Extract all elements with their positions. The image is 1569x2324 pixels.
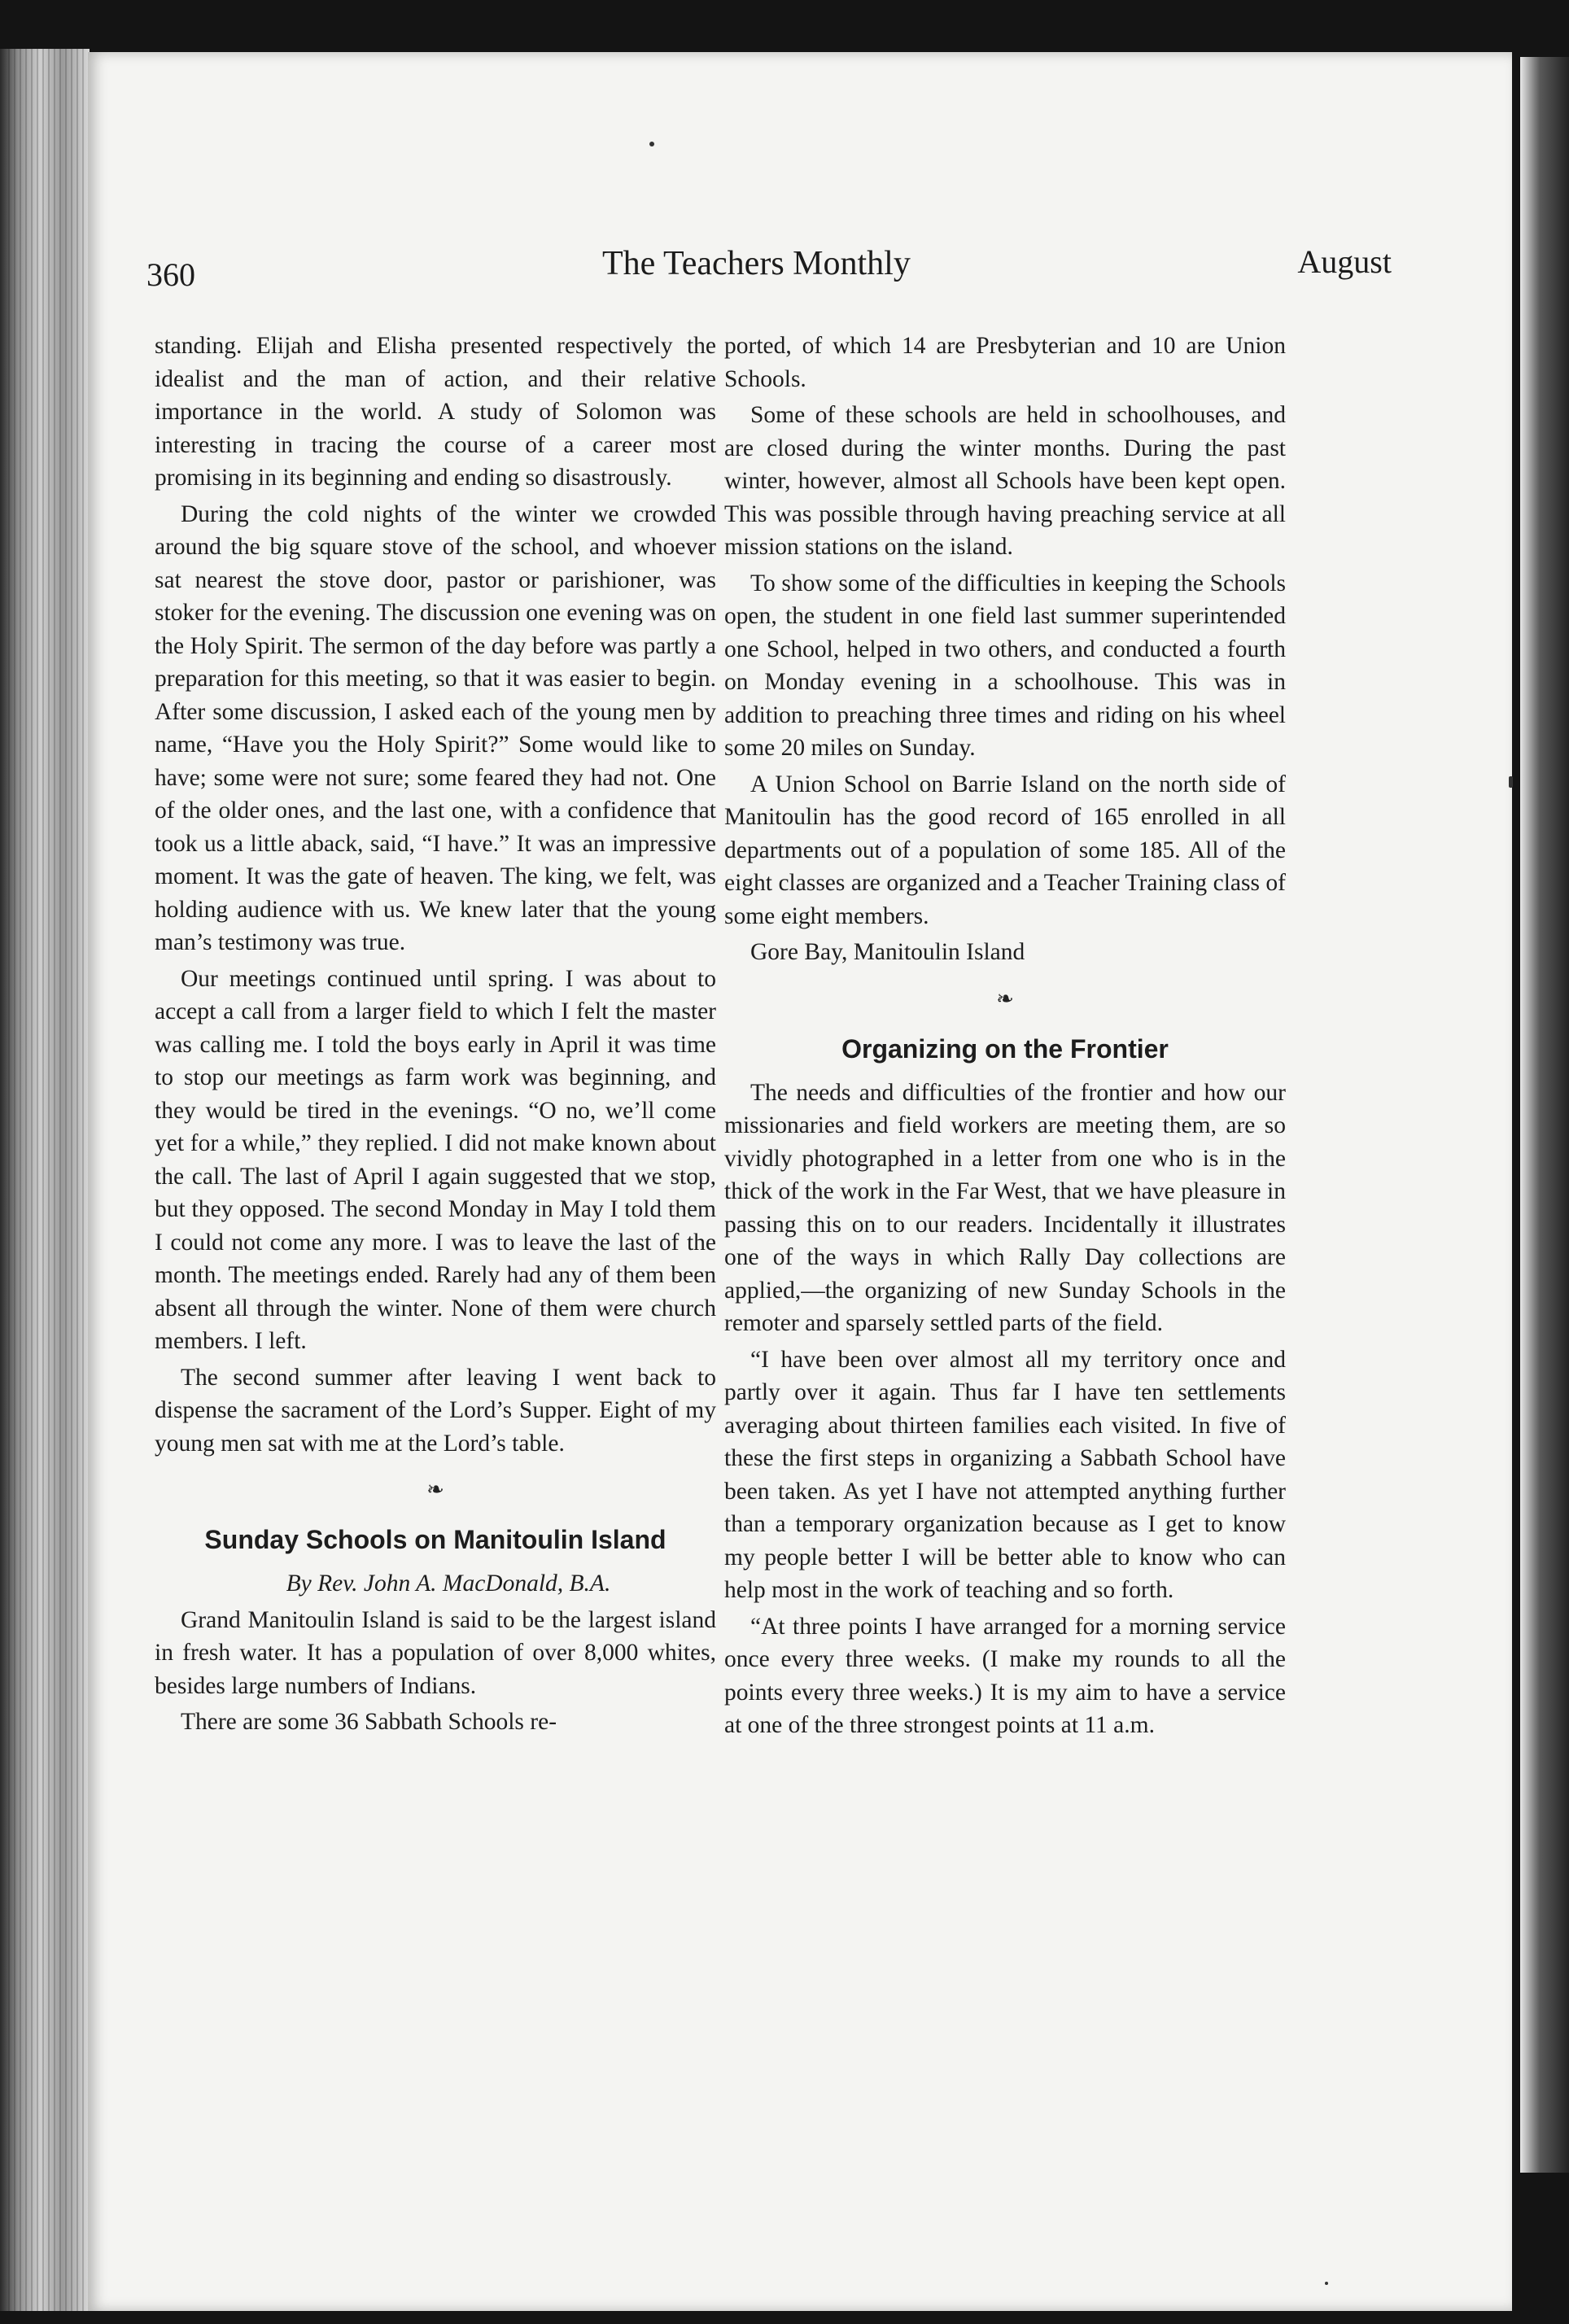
section-heading: Sunday Schools on Manitoulin Island — [204, 1525, 666, 1554]
paragraph: The needs and difficulties of the frontier and how our missionaries and field workers are meeting them, are so vividly photographed in a letter from one who is in the thick of the work in the Far West, that we have pleasure in passing this on to our readers. Incidentally it illustrates one of the ways in which Rally Day collections are applied,—the organizing of new Sunday Schools in the remoter and sparsely settled parts of the field. — [724, 1079, 1286, 1336]
page-stack-lines — [8, 49, 85, 2311]
paragraph: To show some of the difficulties in keeping the Schools open, the student in one field last summer superintended one School, helped in two others, and conducted a fourth on Monday evening in a schoolhouse. This was in addition to preaching three times and riding on his wheel some 20 miles on Sunday. — [724, 570, 1286, 761]
section-ornament: ❧ — [426, 1478, 444, 1501]
paragraph: “I have been over almost all my territory once and partly over it again. Thus far I have ten settlements averaging about thirteen families each visited. In five of these the first steps in organizing a Sabbath School have been taken. As yet I have not attempted anything further than a temporary organization because as I get to know my people better I will be better able to know who can help most in the work of teaching and so forth. — [724, 1346, 1286, 1603]
book-right-edge — [1520, 57, 1569, 2173]
right-column — [724, 330, 1286, 1745]
dust-speck — [1325, 2282, 1328, 2285]
paragraph: standing. Elijah and Elisha presented respectively the idealist and the man of action, and their relative importance in the world. A study of Solomon was interesting in tracing the course of a career most promising in its beginning and ending so disastrously. — [155, 333, 716, 491]
journal-title: The Teachers Monthly — [602, 245, 911, 282]
section-ornament: ❧ — [996, 986, 1014, 1011]
running-head — [146, 244, 1392, 309]
issue-month: August — [1297, 243, 1392, 280]
page-number: 360 — [146, 256, 195, 293]
paragraph: “At three points I have arranged for a morning service once every three weeks. (I make my rounds to all the points every three weeks.) It is my aim to have a service at one of the three strongest points at 11 a.m. — [724, 1613, 1286, 1738]
paragraph: The second summer after leaving I went back to dispense the sacrament of the Lord’s Supper. Eight of my young men sat with me at the Lord’s table. — [155, 1364, 716, 1457]
paragraph: During the cold nights of the winter we crowded around the big square stove of the school, and whoever sat nearest the stove door, pastor or parishioner, was stoker for the evening. The discussion one evening was on the Holy Spirit. The sermon of the day before was partly a preparation for this meeting, so that it was easier to begin. After some discussion, I asked each of the young men by name, “Have you the Holy Spirit?” Some would like to have; some were not sure; some feared they had not. One of the older ones, and the last one, with a confidence that took us a little aback, said, “I have.” It was an impressive moment. It was the gate of heaven. The king, we felt, was holding audience with us. We knew later that the young man’s testimony was true. — [155, 500, 716, 955]
paragraph: Grand Manitoulin Island is said to be the largest island in fresh water. It has a population of over 8,000 whites, besides large numbers of Indians. — [155, 1606, 716, 1699]
article-byline: By Rev. John A. MacDonald, B.A. — [286, 1570, 611, 1597]
paragraph: A Union School on Barrie Island on the north side of Manitoulin has the good record of 165 enrolled in all departments out of a population of some 185. All of the eight classes are organized and a Teacher Training class of some eight members. — [724, 771, 1286, 929]
paragraph: There are some 36 Sabbath Schools re- — [181, 1709, 557, 1735]
edge-mark — [1509, 776, 1513, 788]
article-signoff: Gore Bay, Manitoulin Island — [750, 939, 1025, 965]
left-column — [155, 330, 716, 1742]
paragraph: ported, of which 14 are Presbyterian and 10 are Union Schools. — [724, 333, 1286, 392]
paragraph: Some of these schools are held in schoolhouses, and are closed during the winter months. During the past winter, however, almost all Schools have been kept open. This was possible through having preaching service at all mission stations on the island. — [724, 402, 1286, 560]
dust-speck — [649, 142, 654, 146]
paragraph: Our meetings continued until spring. I was about to accept a call from a larger field to which I felt the master was calling me. I told the boys early in April it was time to stop our meetings as farm work was beginning, and they would be tired in the evenings. “O no, we’ll come yet for a while,” they replied. I did not make known about the call. The last of April I again suggested that we stop, but they opposed. The second Monday in May I told them I could not come any more. I was to leave the last of the month. The meetings ended. Rarely had any of them been absent all through the winter. None of them were church members. I left. — [155, 965, 716, 1354]
section-heading: Organizing on the Frontier — [841, 1033, 1169, 1064]
